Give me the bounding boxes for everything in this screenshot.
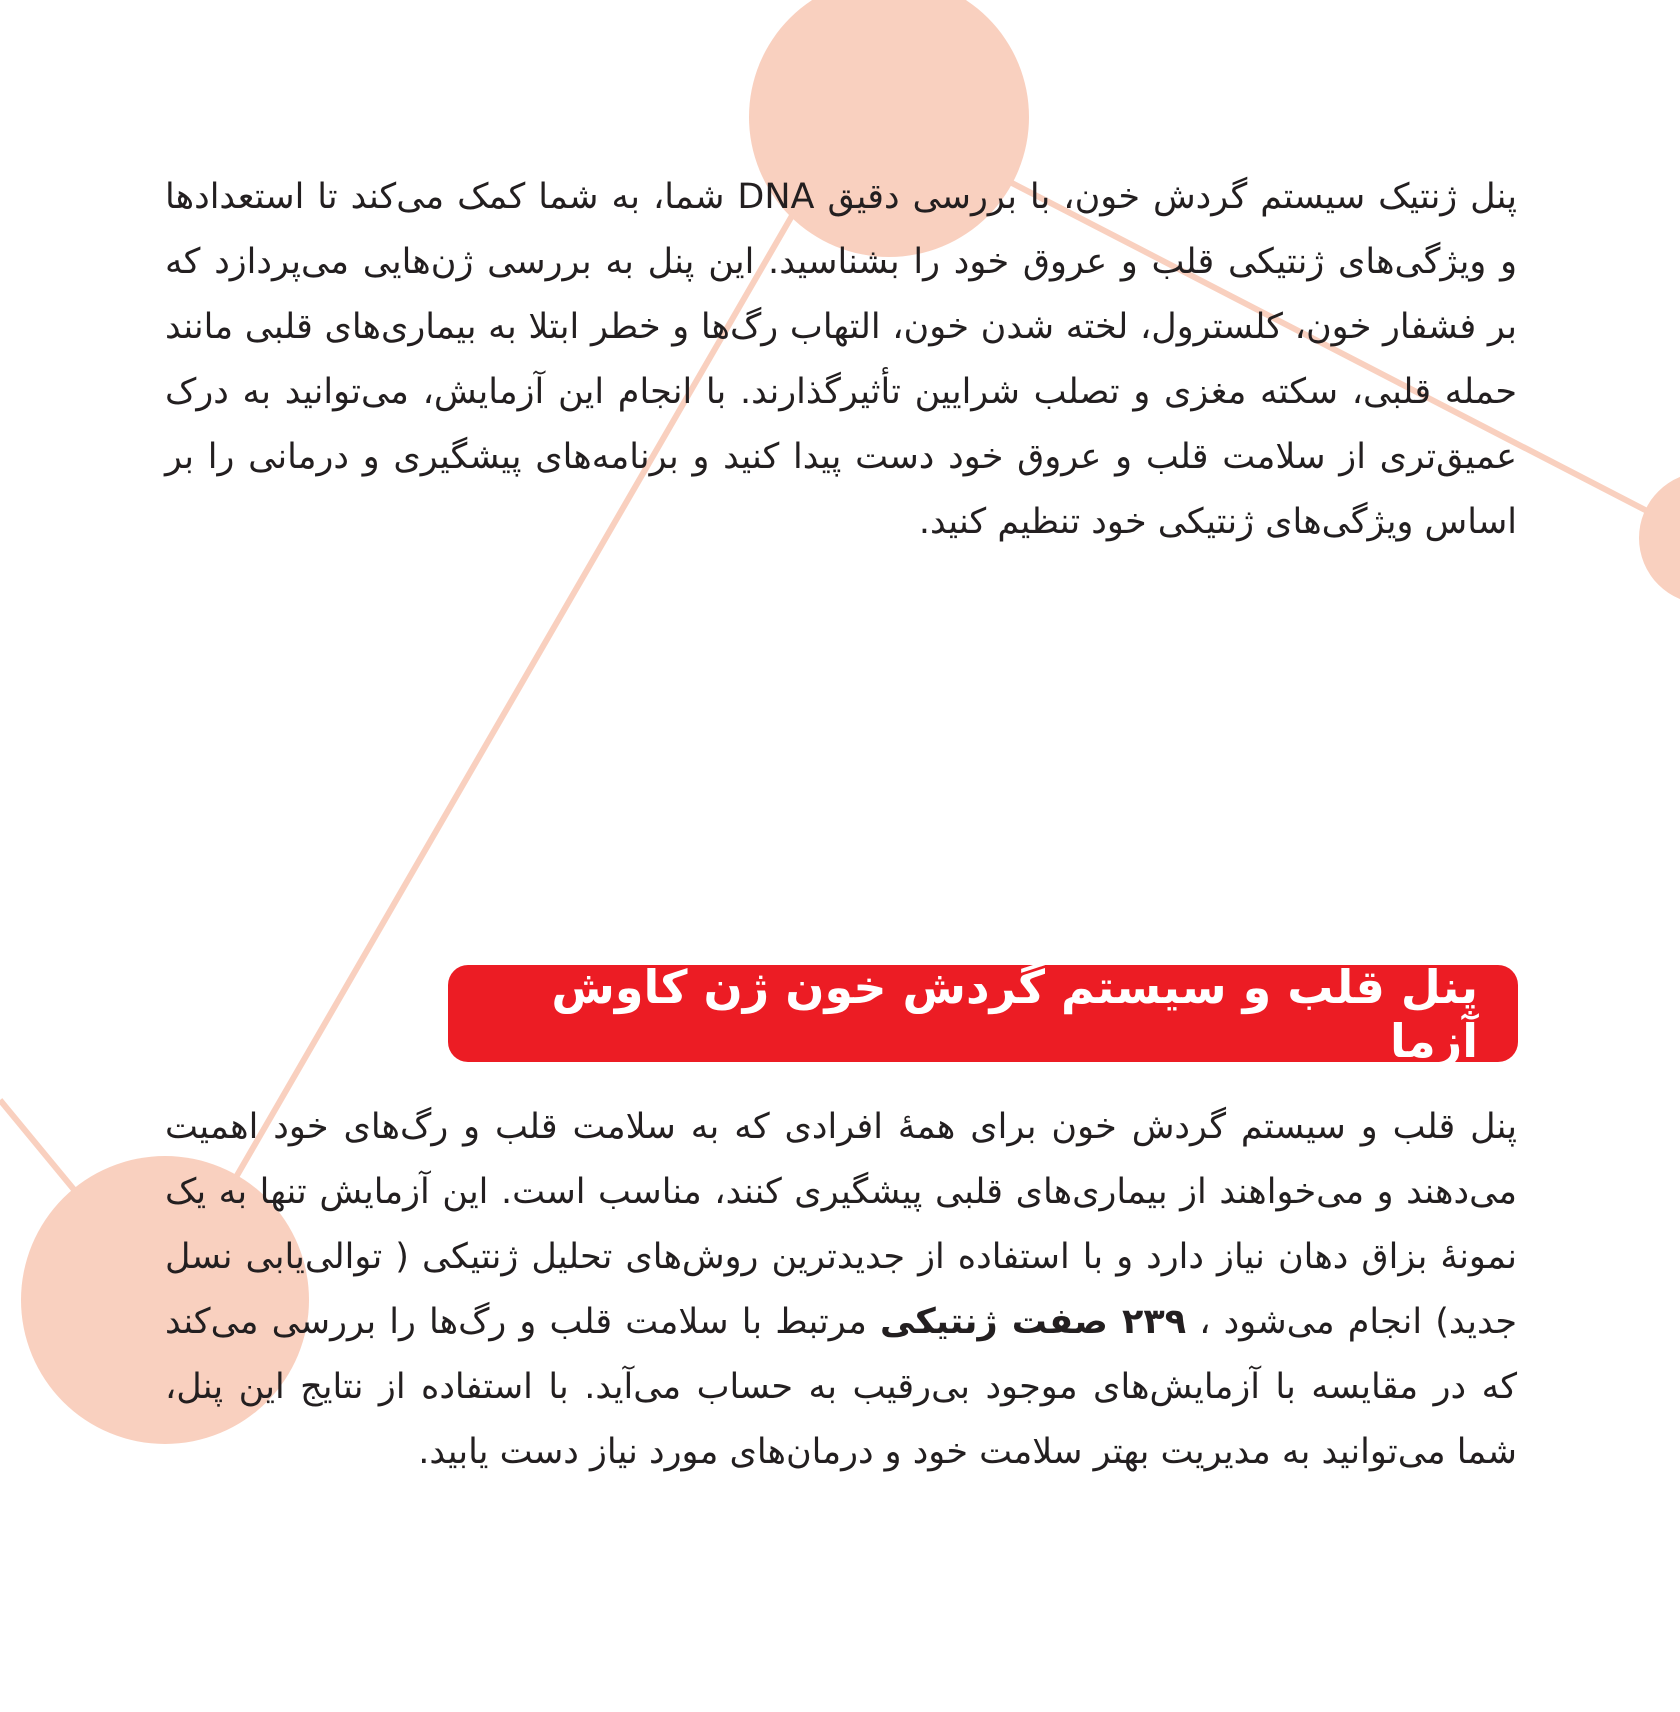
intro-paragraph: پنل ژنتیک سیستم گردش خون، با بررسی دقیق DNA شما، به شما کمک می‌کند تا استعدادها و ویژگی‌های ژنتیکی قلب و عروق خود را بشناسید. این پنل به بررسی ژن‌هایی می‌پردازد که بر فشفار خون، کلسترول، لخته شدن خون، التهاب رگ‌ها و خطر ابتلا به بیماری‌های قلبی مانند حمله قلبی، سکته مغزی و تصلب شرایین تأثیرگذارند. با انجام این آزمایش، می‌توانید به درک عمیق‌تری از سلامت قلب و عروق خود دست پیدا کنید و برنامه‌های پیشگیری و درمانی را بر اساس ویژگی‌های ژنتیکی خود تنظیم کنید. — [165, 177, 1517, 542]
panel-paragraph — [165, 1095, 1517, 1485]
section-title-banner — [448, 959, 1518, 1068]
section-title: پنل قلب و سیستم گردش خون ژن کاوش آزما — [551, 959, 1478, 1068]
decor-circle-right — [1639, 472, 1680, 604]
gene-trait-count-highlight: ۲۳۹ صفت ژنتیکی — [879, 1302, 1187, 1342]
panel-text-before: پنل قلب و سیستم گردش خون برای همهٔ افرادی که به سلامت قلب و رگ‌های خود اهمیت می‌دهند و می‌خواهند از بیماری‌های قلبی پیشگیری کنند، مناسب است. این آزمایش تنها به یک نمونهٔ بزاق دهان نیاز دارد و با استفاده از جدیدترین روش‌های تحلیل ژنتیکی ( توالی‌یابی نسل جدید) انجام می‌شود ، — [165, 1107, 1517, 1342]
panel-text-after: مرتبط با سلامت قلب و رگ‌ها را بررسی می‌کند که در مقایسه با آزمایش‌های موجود بی‌رقیب به حساب می‌آید. با استفاده از نتایج این پنل، شما می‌توانید به مدیریت بهتر سلامت خود و درمان‌های مورد نیاز دست یابید. — [165, 1302, 1517, 1472]
